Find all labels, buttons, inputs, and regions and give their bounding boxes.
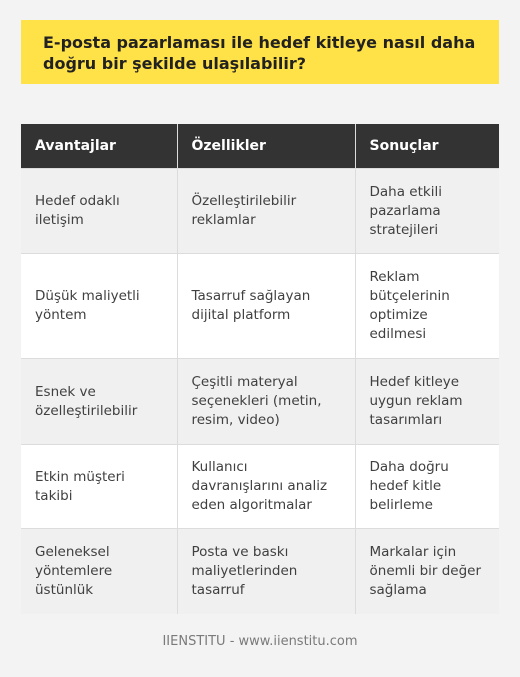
page-title: E-posta pazarlaması ile hedef kitleye nasıl daha doğru bir şekilde ulaşılabilir?: [43, 33, 476, 73]
table-row: [21, 169, 499, 254]
title-banner: [21, 20, 499, 84]
table-row: [21, 254, 499, 359]
table-row: [21, 529, 499, 614]
table-cell: Etkin müşteri takibi: [21, 445, 177, 529]
table-row: [21, 359, 499, 445]
table-cell: Çeşitli materyal seçenekleri (metin, resim, video): [177, 359, 355, 445]
column-header-features: Özellikler: [177, 124, 355, 169]
table-cell: Daha etkili pazarlama stratejileri: [355, 169, 499, 254]
footer-credit: IIENSTITU - www.iienstitu.com: [162, 634, 358, 649]
table-cell: Özelleştirilebilir reklamlar: [177, 169, 355, 254]
table-cell: Posta ve baskı maliyetlerinden tasarruf: [177, 529, 355, 614]
comparison-table: [21, 124, 499, 614]
table-cell: Hedef odaklı iletişim: [21, 169, 177, 254]
table-cell: Daha doğru hedef kitle belirleme: [355, 445, 499, 529]
table-cell: Kullanıcı davranışlarını analiz eden algoritmalar: [177, 445, 355, 529]
column-header-advantages: Avantajlar: [21, 124, 177, 169]
table-header-row: [21, 124, 499, 169]
column-header-results: Sonuçlar: [355, 124, 499, 169]
table-cell: Reklam bütçelerinin optimize edilmesi: [355, 254, 499, 359]
table-row: [21, 445, 499, 529]
table-cell: Tasarruf sağlayan dijital platform: [177, 254, 355, 359]
table-cell: Markalar için önemli bir değer sağlama: [355, 529, 499, 614]
table-cell: Düşük maliyetli yöntem: [21, 254, 177, 359]
table-cell: Hedef kitleye uygun reklam tasarımları: [355, 359, 499, 445]
table-cell: Geleneksel yöntemlere üstünlük: [21, 529, 177, 614]
table-cell: Esnek ve özelleştirilebilir: [21, 359, 177, 445]
